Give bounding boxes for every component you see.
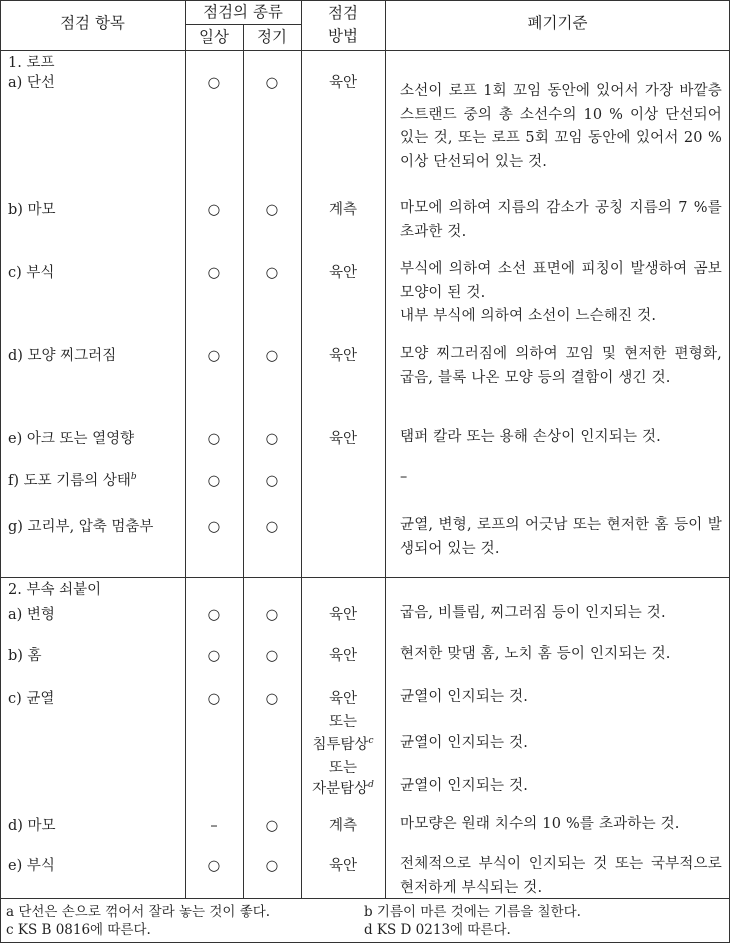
header-item: 점검 항목	[60, 14, 125, 32]
criteria: –	[400, 469, 408, 485]
periodic-mark: ○	[265, 431, 279, 447]
item-label	[8, 199, 56, 221]
item-text: d) 모양 찌그러짐	[8, 348, 117, 364]
footnote-c: c KS B 0816에 따른다.	[6, 922, 151, 938]
method: 계측	[328, 818, 357, 834]
method: 계측	[328, 202, 357, 218]
periodic-mark: ○	[265, 607, 279, 623]
method-2-text: 침투탐상	[312, 737, 369, 753]
method: 육안	[328, 607, 357, 623]
periodic-mark: ○	[265, 75, 279, 91]
item-text: g) 고리부, 압축 멈춤부	[8, 519, 154, 535]
criteria-2: 균열이 인지되는 것.	[400, 735, 529, 751]
footnote-ref: b	[130, 472, 137, 483]
item-text: f) 도포 기름의 상태	[8, 473, 131, 489]
criteria: 소선이 로프 1회 꼬임 동안에 있어서 가장 바깥층 스트랜드 중의 총 소선수의 10 % 이상 단선되어 있는 것, 또는 로프 5회 꼬임 동안에 있어서 20 % 이상 단선되어 있는 것.	[400, 83, 722, 170]
criteria-extra: 내부 부식에 의하여 소선이 느슨해진 것.	[400, 308, 657, 324]
footnote-a: a 단선은 손으로 꺾어서 잘라 놓는 것이 좋다.	[6, 904, 271, 920]
method: 육안	[328, 75, 357, 91]
daily-mark: –	[210, 818, 218, 834]
item-label	[8, 855, 55, 877]
criteria: 마모량은 원래 치수의 10 %를 초과하는 것.	[400, 816, 680, 832]
periodic-mark: ○	[265, 473, 279, 489]
section-fitting: 2. 부속 쇠붙이	[8, 582, 102, 598]
daily-mark: ○	[207, 858, 221, 874]
footnote-ref: c	[368, 736, 374, 747]
method-3-text: 자분탐상	[312, 781, 369, 797]
periodic-mark: ○	[265, 858, 279, 874]
daily-mark: ○	[207, 607, 221, 623]
method: 육안	[328, 265, 357, 281]
periodic-mark: ○	[265, 265, 279, 281]
criteria: 마모에 의하여 지름의 감소가 공칭 지름의 7 %를 초과한 것.	[400, 200, 722, 240]
section-divider	[0, 577, 730, 578]
method-3	[301, 778, 385, 800]
criteria: 모양 찌그러짐에 의하여 꼬임 및 현저한 편형화, 굽음, 블록 나온 모양 등의 결함이 생긴 것.	[400, 346, 722, 386]
criteria-1: 균열이 인지되는 것.	[400, 689, 529, 705]
criteria-3: 균열이 인지되는 것.	[400, 778, 529, 794]
daily-mark: ○	[207, 648, 221, 664]
daily-mark: ○	[207, 519, 221, 535]
periodic-mark: ○	[265, 202, 279, 218]
method: 육안	[328, 858, 357, 874]
col-line-4	[385, 0, 386, 898]
daily-mark: ○	[207, 691, 221, 707]
header-criteria: 폐기기준	[527, 14, 588, 32]
item-label	[8, 428, 134, 450]
criteria: 전체적으로 부식이 인지되는 것 또는 국부적으로 현저하게 부식되는 것.	[400, 856, 722, 896]
periodic-mark: ○	[265, 519, 279, 535]
daily-mark: ○	[207, 75, 221, 91]
footnote-ref: d	[368, 780, 374, 791]
method: 육안	[328, 648, 357, 664]
header-method: 점검 방법	[328, 4, 358, 45]
method: 육안	[328, 348, 357, 364]
item-text: d) 마모	[8, 818, 56, 834]
item-label	[8, 262, 54, 284]
item-label	[8, 604, 55, 626]
periodic-mark: ○	[265, 818, 279, 834]
criteria: 현저한 맞댐 홈, 노치 홈 등이 인지되는 것.	[400, 646, 671, 662]
daily-mark: ○	[207, 202, 221, 218]
item-label	[8, 345, 116, 367]
item-text: b) 홈	[8, 648, 42, 664]
daily-mark: ○	[207, 431, 221, 447]
periodic-mark: ○	[265, 348, 279, 364]
header-periodic: 정기	[257, 28, 287, 46]
criteria: 균열, 변형, 로프의 어긋남 또는 현저한 홈 등이 발생되어 있는 것.	[400, 517, 722, 557]
header-sub-line	[185, 24, 301, 25]
item-label	[8, 815, 56, 837]
footnote-d: d KS D 0213에 따른다.	[364, 922, 511, 938]
method-1: 육안	[328, 691, 357, 707]
method-2	[301, 734, 385, 756]
periodic-mark: ○	[265, 691, 279, 707]
item-text: e) 아크 또는 열영향	[8, 431, 135, 447]
item-text: a) 변형	[8, 607, 55, 623]
daily-mark: ○	[207, 473, 221, 489]
header-daily: 일상	[199, 28, 229, 46]
footnote-b: b 기름이 마른 것에는 기름을 칠한다.	[364, 904, 581, 920]
item-label	[8, 516, 153, 538]
method: 육안	[328, 431, 357, 447]
item-text: c) 부식	[8, 265, 55, 281]
item-text: e) 부식	[8, 858, 55, 874]
col-line-2	[243, 24, 244, 898]
daily-mark: ○	[207, 265, 221, 281]
daily-mark: ○	[207, 348, 221, 364]
method-or-1: 또는	[328, 714, 357, 730]
header-type: 점검의 종류	[203, 3, 283, 21]
criteria: 탬퍼 칼라 또는 용해 손상이 인지되는 것.	[400, 429, 661, 445]
item-label	[8, 470, 137, 492]
criteria: 부식에 의하여 소선 표면에 피칭이 발생하여 곰보 모양이 된 것.	[400, 261, 722, 301]
item-text: a) 단선	[8, 75, 55, 91]
periodic-mark: ○	[265, 648, 279, 664]
item-label	[8, 645, 42, 667]
criteria: 굽음, 비틀림, 찌그러짐 등이 인지되는 것.	[400, 605, 666, 621]
method-or-2: 또는	[328, 760, 357, 776]
item-label	[8, 72, 55, 94]
item-text: b) 마모	[8, 202, 56, 218]
item-label	[8, 688, 54, 710]
item-text: c) 균열	[8, 691, 55, 707]
section-rope: 1. 로프	[8, 55, 55, 71]
header-bottom-line	[0, 50, 730, 51]
